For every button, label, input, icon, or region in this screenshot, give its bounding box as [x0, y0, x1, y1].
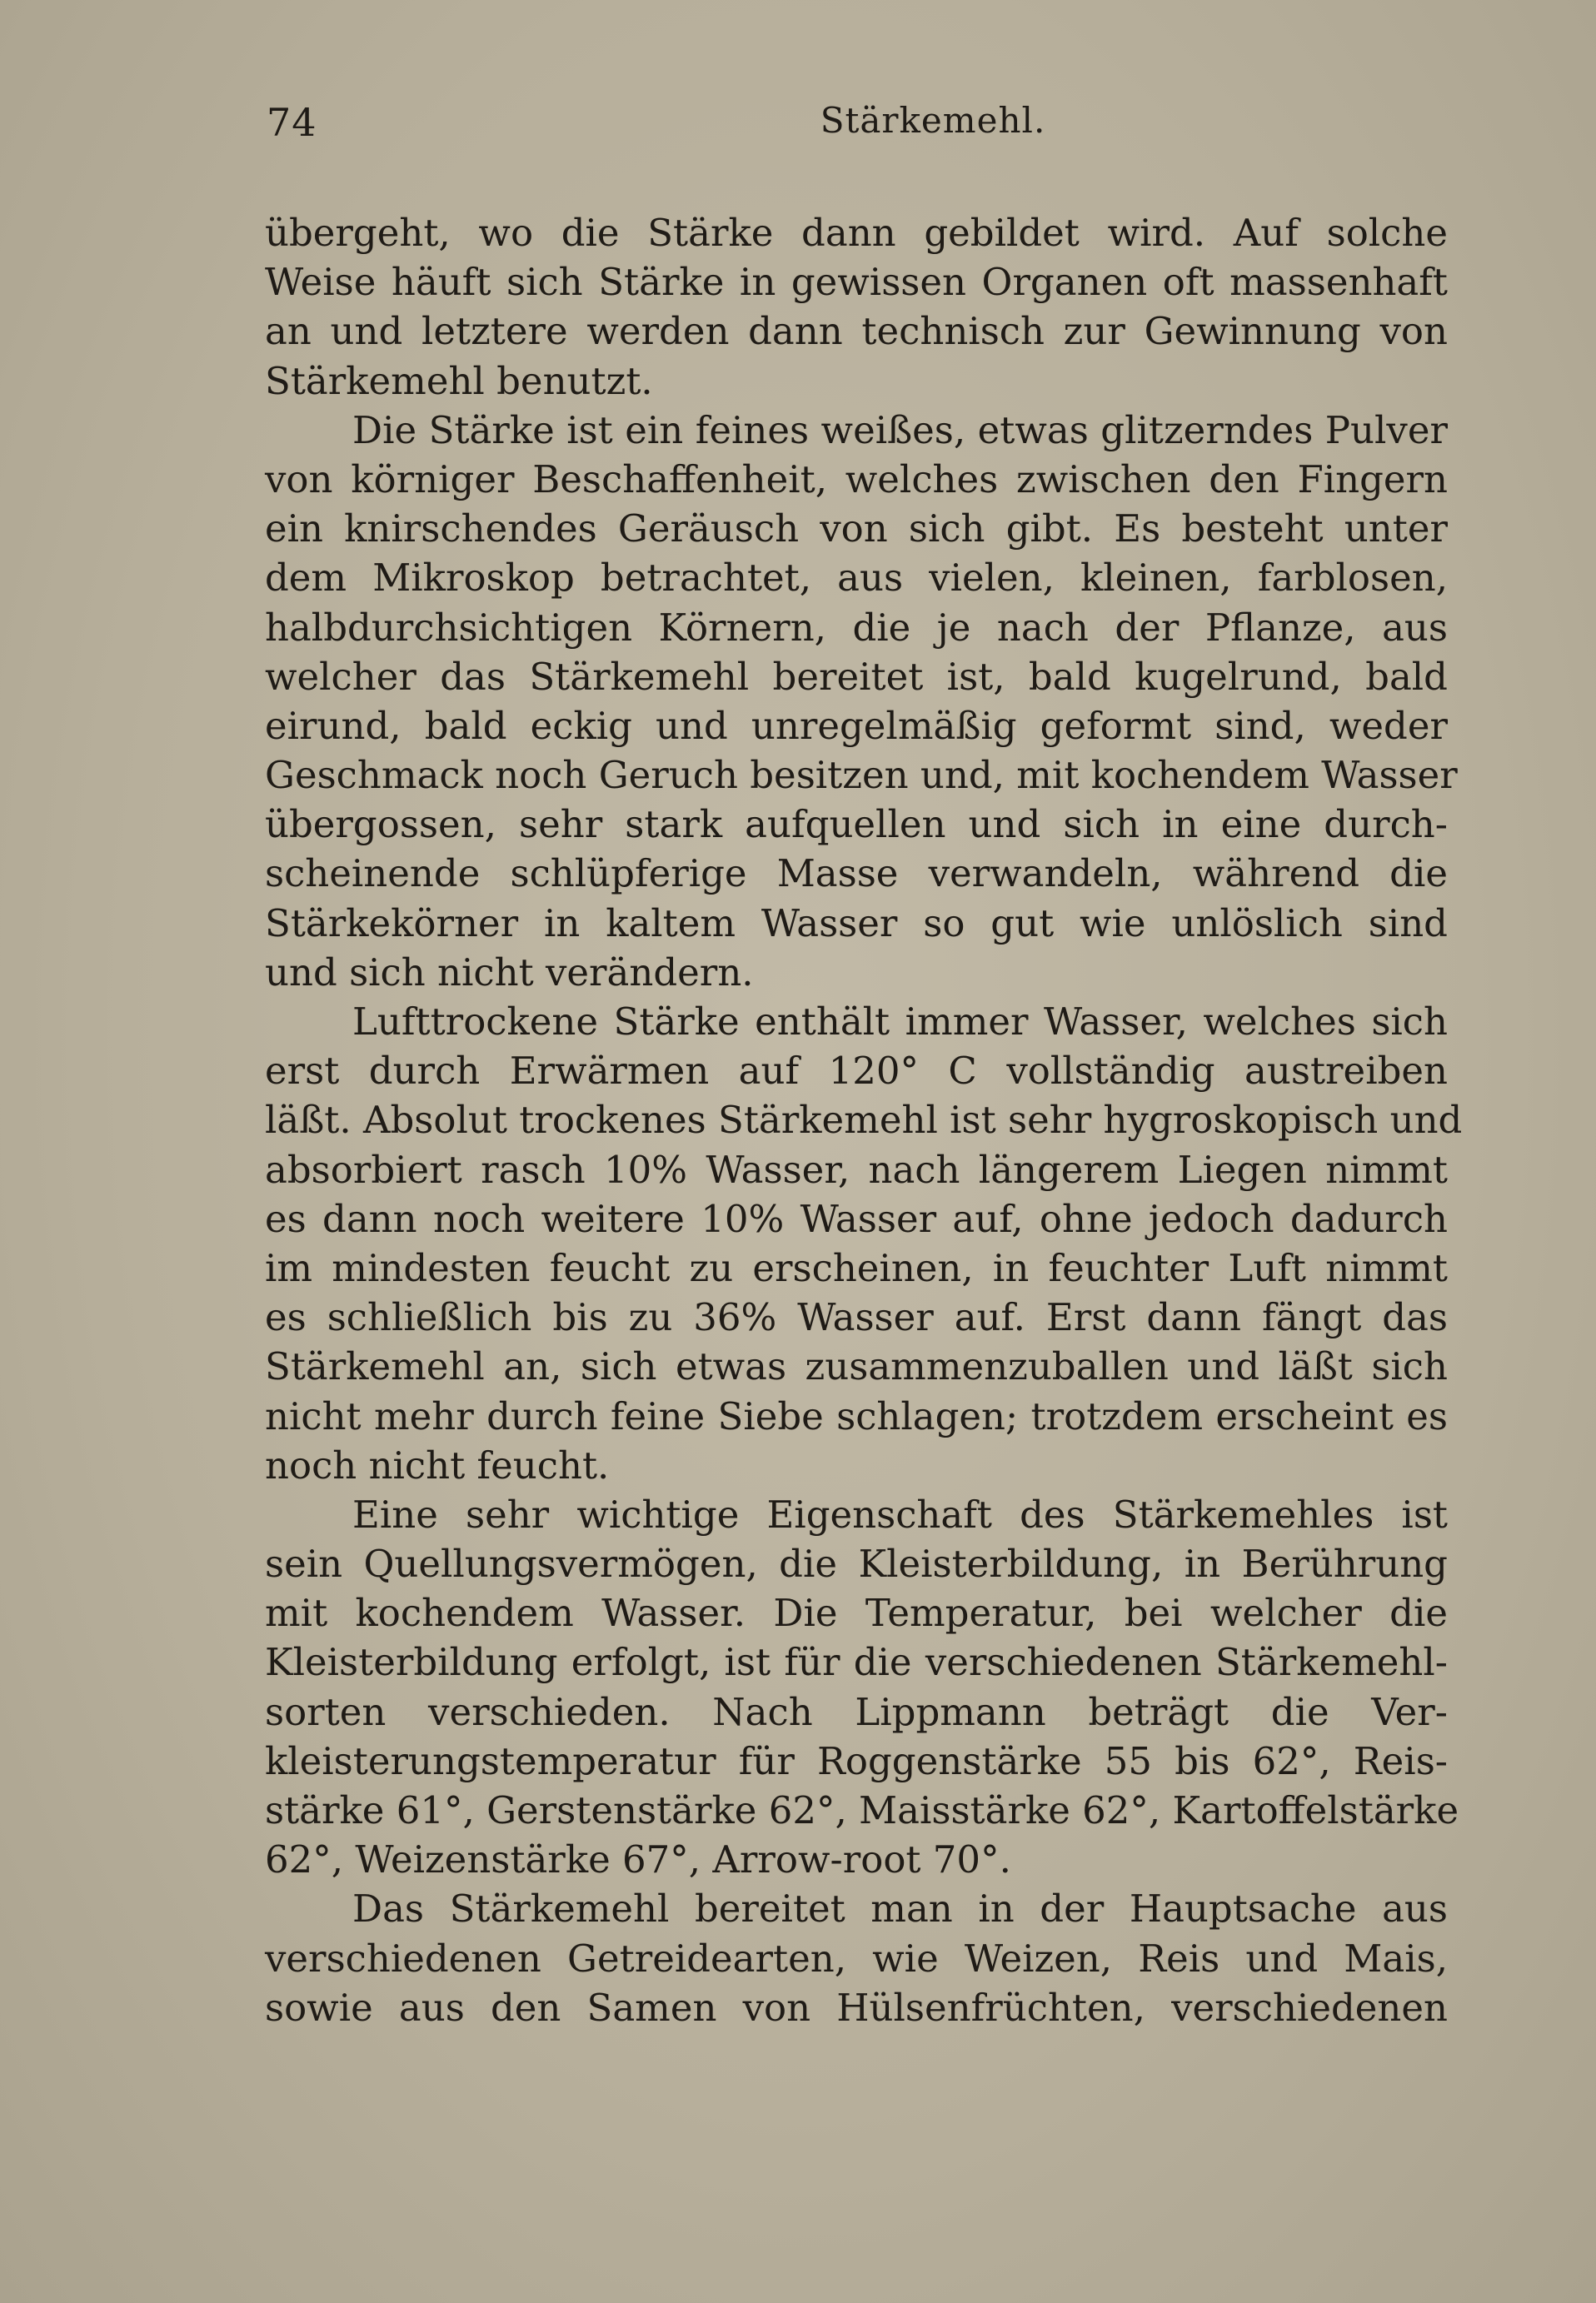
- text-line: noch nicht feucht.: [265, 1443, 610, 1488]
- text-line: läßt. Absolut trockenes Stärkemehl ist sehr hygroskopisch und: [265, 1098, 1463, 1143]
- page-header: [267, 100, 1449, 150]
- text-line: eirund, bald eckig und unregelmäßig geformt sind, weder: [265, 703, 1448, 748]
- text-line: von körniger Beschaffenheit, welches zwischen den Fingern: [265, 456, 1448, 501]
- text-line: kleisterungstemperatur für Roggenstärke 55 bis 62°, Reis-: [265, 1738, 1448, 1783]
- text-line: und sich nicht verändern.: [265, 950, 754, 994]
- text-line: nicht mehr durch feine Siebe schlagen; trotzdem erscheint es: [265, 1393, 1448, 1438]
- text-line: es dann noch weitere 10% Wasser auf, ohne jedoch dadurch: [265, 1196, 1448, 1241]
- text-line: Die Stärke ist ein feines weißes, etwas glitzerndes Pulver: [352, 407, 1448, 452]
- text-line: Das Stärkemehl bereitet man in der Hauptsache aus: [352, 1887, 1448, 1932]
- paragraph: [265, 1884, 1448, 2032]
- text-line: übergeht, wo die Stärke dann gebildet wird. Auf solche: [265, 211, 1448, 255]
- text-line: halbdurchsichtigen Körnern, die je nach der Pflanze, aus: [265, 605, 1448, 650]
- paragraph: [265, 997, 1463, 1490]
- text-line: im mindesten feucht zu erscheinen, in feuchter Luft nimmt: [265, 1245, 1448, 1290]
- text-line: es schließlich bis zu 36% Wasser auf. Erst dann fängt das: [265, 1295, 1448, 1340]
- text-line: an und letztere werden dann technisch zur Gewinnung von: [265, 309, 1448, 354]
- text-line: mit kochendem Wasser. Die Temperatur, bei welcher die: [265, 1591, 1448, 1636]
- text-line: sein Quellungsvermögen, die Kleisterbildung, in Berührung: [265, 1542, 1448, 1587]
- text-line: erst durch Erwärmen auf 120° C vollständig austreiben: [265, 1049, 1448, 1094]
- text-line: sorten verschieden. Nach Lippmann beträgt die Ver-: [265, 1689, 1448, 1734]
- paragraph: [265, 1490, 1459, 1885]
- text-line: welcher das Stärkemehl bereitet ist, bald kugelrund, bald: [265, 654, 1448, 699]
- text-line: Eine sehr wichtige Eigenschaft des Stärkemehles ist: [352, 1492, 1448, 1537]
- text-line: Geschmack noch Geruch besitzen und, mit kochendem Wasser: [265, 753, 1458, 798]
- paragraph: [265, 208, 1448, 406]
- text-line: Stärkekörner in kaltem Wasser so gut wie unlöslich sind: [265, 900, 1448, 945]
- page-number: 74: [267, 100, 317, 145]
- text-line: dem Mikroskop betrachtet, aus vielen, kleinen, farblosen,: [265, 556, 1448, 601]
- running-head: Stärkemehl.: [820, 100, 1046, 141]
- text-line: ein knirschendes Geräusch von sich gibt. Es besteht unter: [265, 506, 1448, 551]
- text-line: stärke 61°, Gerstenstärke 62°, Maisstärke 62°, Kartoffelstärke: [265, 1788, 1459, 1832]
- text-line: Lufttrockene Stärke enthält immer Wasser, welches sich: [352, 999, 1448, 1044]
- text-line: 62°, Weizenstärke 67°, Arrow-root 70°.: [265, 1837, 1011, 1882]
- text-line: sowie aus den Samen von Hülsenfrüchten, verschiedenen: [265, 1985, 1448, 2030]
- text-line: scheinende schlüpferige Masse verwandeln, während die: [265, 851, 1448, 896]
- text-line: Stärkemehl benutzt.: [265, 358, 653, 403]
- text-line: verschiedenen Getreidearten, wie Weizen, Reis und Mais,: [265, 1936, 1448, 1981]
- text-line: Stärkemehl an, sich etwas zusammenzuballen und läßt sich: [265, 1344, 1448, 1389]
- text-line: Weise häuft sich Stärke in gewissen Organen oft massenhaft: [265, 260, 1448, 305]
- body-text: [265, 208, 1463, 2032]
- paragraph: [265, 406, 1458, 997]
- text-line: Kleisterbildung erfolgt, ist für die verschiedenen Stärkemehl-: [265, 1640, 1448, 1685]
- text-line: übergossen, sehr stark aufquellen und sich in eine durch-: [265, 802, 1448, 847]
- text-line: absorbiert rasch 10% Wasser, nach längerem Liegen nimmt: [265, 1147, 1448, 1192]
